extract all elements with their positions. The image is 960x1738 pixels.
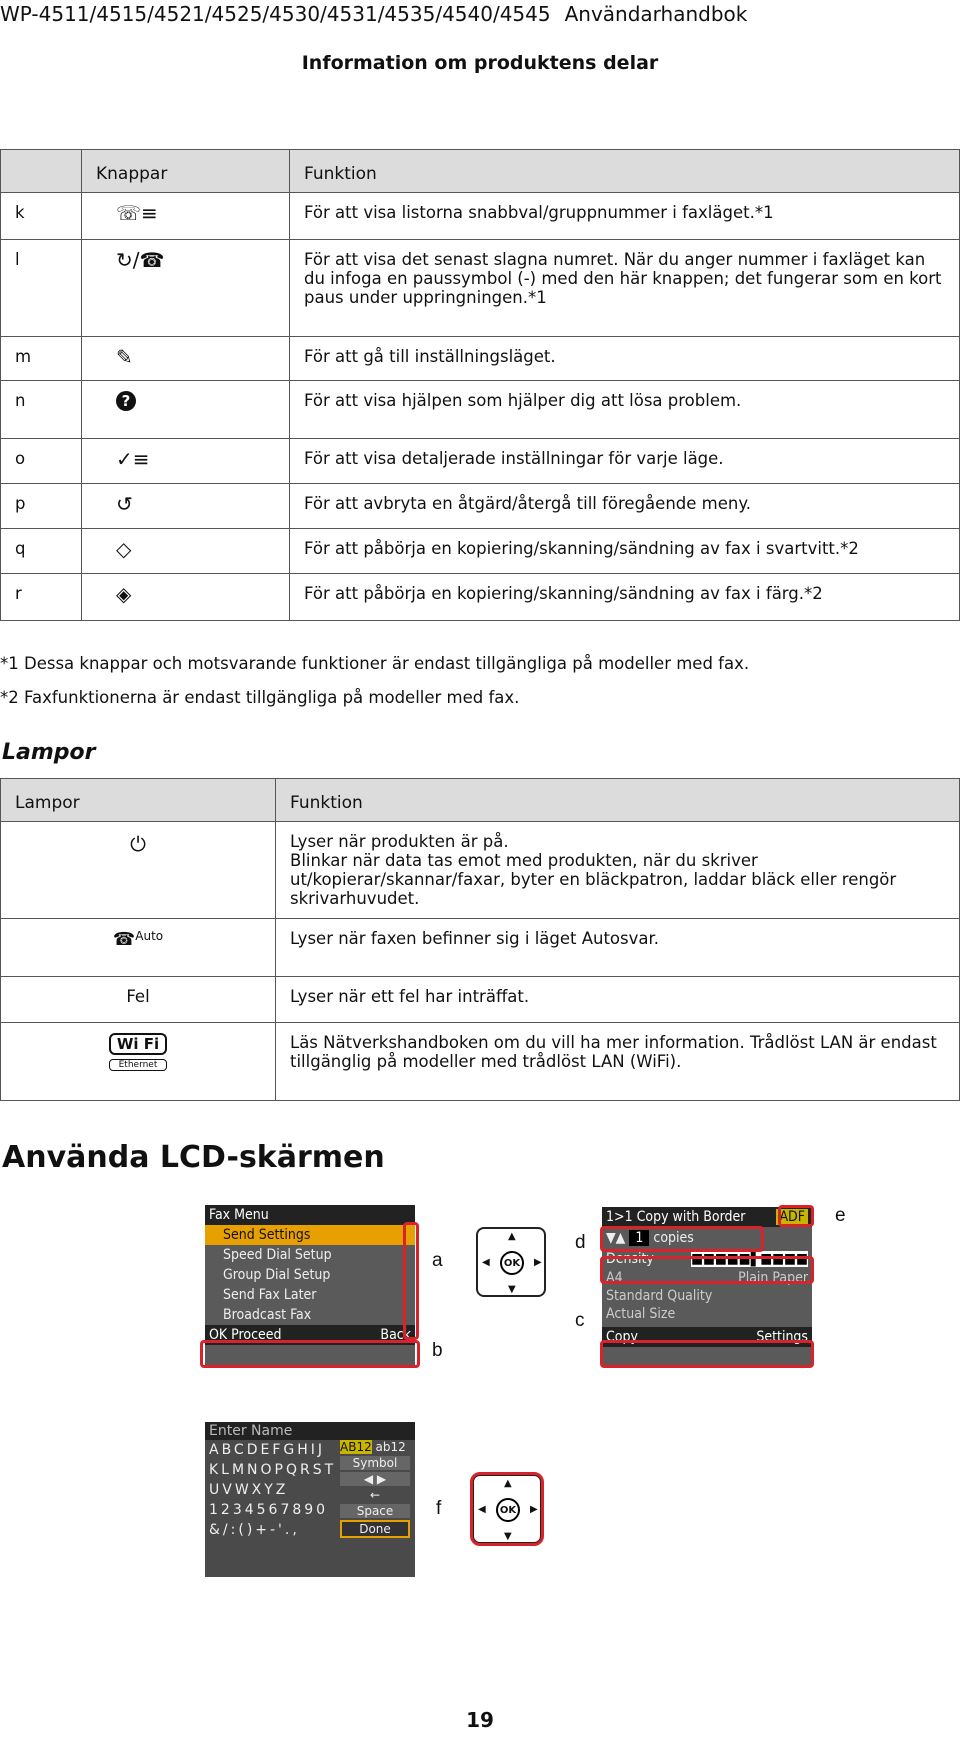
table-row — [1, 484, 960, 529]
header-models: WP-4511/4515/4521/4525/4530/4531/4535/4540/4545 — [0, 2, 551, 26]
scrollbar-highlight — [403, 1222, 419, 1340]
row-text: För att visa detaljerade inställningar för varje läge. — [290, 439, 960, 484]
settings-button[interactable]: Settings — [756, 1329, 808, 1345]
fax-menu-title: Fax Menu — [205, 1205, 415, 1225]
table-row — [1, 381, 960, 439]
menu-item[interactable]: Send Fax Later — [223, 1287, 317, 1303]
arrow-keys[interactable]: ◀ ▶ — [340, 1472, 410, 1486]
row-text: För att påbörja en kopiering/skanning/sändning av fax i svartvitt.*2 — [290, 529, 960, 574]
setup-icon: ✎ — [116, 345, 133, 369]
row-key: q — [1, 529, 82, 574]
ok-button[interactable]: OK — [500, 1251, 524, 1275]
row-key: k — [1, 193, 82, 240]
menu-item[interactable]: Speed Dial Setup — [223, 1247, 332, 1263]
keyboard-screen — [205, 1422, 415, 1577]
table-row — [1, 240, 960, 337]
table-row — [1, 977, 960, 1023]
ok-button[interactable]: OK — [496, 1498, 520, 1522]
arrow-right-icon: ▶ — [530, 1504, 538, 1515]
mode-lower[interactable]: ab12 — [375, 1440, 406, 1454]
copy-screen: 1>1 Copy with Border ADF ▼▲ 1 copies Density ■■■■■▌■■■■ A4 Plain Paper Standard Quality Actual Size Copy Settings — [602, 1207, 812, 1367]
row-key: l — [1, 240, 82, 337]
paper-type: Plain Paper — [738, 1270, 808, 1286]
density-highlight — [600, 1256, 814, 1284]
col-function: Funktion — [276, 779, 960, 822]
lamp-text: Lyser när ett fel har inträffat. — [276, 977, 960, 1023]
menu-item[interactable]: Broadcast Fax — [223, 1307, 312, 1323]
row-text: För att påbörja en kopiering/skanning/sändning av fax i färg.*2 — [290, 574, 960, 621]
key-row[interactable]: &/:()+-'., — [209, 1522, 300, 1538]
footnote-1: *1 Dessa knappar och motsvarande funktioner är endast tillgängliga på modeller med fax. — [0, 654, 750, 673]
arrow-left-icon: ◀ — [478, 1504, 486, 1515]
label-c: c — [575, 1310, 585, 1331]
footer-highlight — [200, 1340, 420, 1368]
row-key: n — [1, 381, 82, 439]
arrow-down-icon: ▼ — [508, 1284, 516, 1295]
menu-item[interactable]: Send Settings — [205, 1225, 415, 1245]
lamp-text: Lyser när produkten är på. — [290, 832, 509, 851]
adf-highlight — [778, 1205, 814, 1227]
backspace-key[interactable]: ← — [369, 1488, 381, 1502]
wifi-logo: Wi Fi — [109, 1033, 167, 1055]
keyboard-title: Enter Name — [205, 1422, 415, 1440]
dpad-control[interactable] — [476, 1227, 546, 1297]
help-icon: ? — [116, 391, 136, 411]
table-header-row — [1, 150, 960, 193]
table-header-row — [1, 779, 960, 822]
back-icon: ↺ — [116, 492, 133, 516]
row-key: o — [1, 439, 82, 484]
paper-size: A4 — [606, 1270, 623, 1286]
header-manual: Användarhandbok — [564, 2, 748, 26]
arrow-left-icon: ◀ — [482, 1257, 490, 1268]
lcd-heading: Använda LCD-skärmen — [2, 1140, 385, 1175]
key-row[interactable]: 1234567890 — [209, 1502, 329, 1518]
table-row — [1, 193, 960, 240]
menu-item[interactable]: Group Dial Setup — [223, 1267, 331, 1283]
done-key[interactable]: Done — [340, 1520, 410, 1538]
row-key: r — [1, 574, 82, 621]
label-e: e — [835, 1205, 846, 1226]
arrow-down-icon: ▼ — [504, 1531, 512, 1542]
back-button[interactable]: Back — [380, 1327, 411, 1343]
copy-title: 1>1 Copy with Border — [606, 1209, 746, 1225]
label-b: b — [432, 1340, 443, 1361]
table-row — [1, 439, 960, 484]
table-row — [1, 574, 960, 621]
row-key: m — [1, 337, 82, 381]
row-text: För att avbryta en åtgärd/återgå till föregående meny. — [290, 484, 960, 529]
key-row[interactable]: ABCDEFGHIJ — [209, 1442, 326, 1458]
ethernet-logo: Ethernet — [109, 1059, 167, 1071]
symbol-key[interactable]: Symbol — [340, 1456, 410, 1470]
col-lamps: Lampor — [1, 779, 276, 822]
start-bw-icon: ◇ — [116, 537, 132, 561]
table-row — [1, 919, 960, 977]
footnote-2: *2 Faxfunktionerna är endast tillgängliga på modeller med fax. — [0, 688, 520, 707]
page-number: 19 — [466, 1708, 494, 1732]
row-text: För att visa det senast slagna numret. När du anger nummer i faxläget kan du infoga en paussymbol (-) med den här knappen; det fungerar som en kort paus under uppringningen.*1 — [290, 240, 960, 337]
key-row[interactable]: KLMNOPQRST — [209, 1462, 337, 1478]
adf-badge: ADF — [776, 1209, 808, 1225]
arrow-right-icon: ▶ — [534, 1257, 542, 1268]
key-row[interactable]: UVWXYZ — [209, 1482, 289, 1498]
col-function: Funktion — [290, 150, 960, 193]
lamp-text: Lyser när faxen befinner sig i läget Autosvar. — [276, 919, 960, 977]
buttons-table — [0, 149, 960, 621]
auto-label: Auto — [135, 929, 164, 943]
proceed-button[interactable]: OK Proceed — [209, 1327, 282, 1343]
row-text: För att gå till inställningsläget. — [290, 337, 960, 381]
error-label: Fel — [1, 977, 276, 1023]
lamps-table — [0, 778, 960, 1101]
table-row — [1, 529, 960, 574]
space-key[interactable]: Space — [340, 1504, 410, 1518]
copy-button[interactable]: Copy — [606, 1329, 638, 1345]
copies-label: copies — [653, 1230, 694, 1246]
speed-dial-icon: ☏≡ — [116, 201, 158, 225]
col-buttons: Knappar — [82, 150, 290, 193]
row-key: p — [1, 484, 82, 529]
auto-answer-icon: ☎ — [112, 929, 136, 950]
power-icon: ⏻ — [130, 832, 146, 856]
actual-size: Actual Size — [606, 1306, 676, 1322]
copy-footer-highlight — [600, 1340, 814, 1368]
start-color-icon: ◈ — [116, 582, 132, 606]
wifi-ethernet-icon — [109, 1033, 167, 1071]
density-slider[interactable]: ■■■■■▌■■■■ — [691, 1251, 808, 1267]
row-text: För att visa hjälpen som hjälper dig att lösa problem. — [290, 381, 960, 439]
copies-highlight — [600, 1226, 764, 1252]
copies-number[interactable]: 1 — [629, 1230, 649, 1246]
lamps-heading: Lampor — [2, 740, 96, 765]
redial-pause-icon: ↻/☎ — [116, 248, 165, 272]
page-header — [0, 2, 747, 26]
dpad-highlight — [470, 1472, 544, 1546]
section-title: Information om produktens delar — [301, 52, 659, 74]
label-f: f — [436, 1498, 442, 1519]
quality: Standard Quality — [606, 1288, 713, 1304]
table-row — [1, 1023, 960, 1101]
arrow-up-icon: ▲ — [508, 1231, 516, 1242]
settings-list-icon: ✓≡ — [116, 447, 150, 471]
lamp-text: Blinkar när data tas emot med produkten, när du skriver ut/kopierar/skannar/faxar, byter en bläckpatron, laddar bläck eller rengör skrivarhuvudet. — [290, 851, 897, 908]
density-label: Density — [606, 1251, 654, 1267]
arrow-up-icon: ▲ — [504, 1478, 512, 1489]
row-text: För att visa listorna snabbval/gruppnummer i faxläget.*1 — [290, 193, 960, 240]
mode-upper[interactable]: AB12 — [340, 1440, 372, 1454]
table-row — [1, 337, 960, 381]
label-a: a — [432, 1250, 443, 1271]
table-row — [1, 822, 960, 919]
lamp-text: Läs Nätverkshandboken om du vill ha mer information. Trådlöst LAN är endast tillgänglig på modeller med trådlöst LAN (WiFi). — [276, 1023, 960, 1101]
label-d: d — [575, 1232, 586, 1253]
